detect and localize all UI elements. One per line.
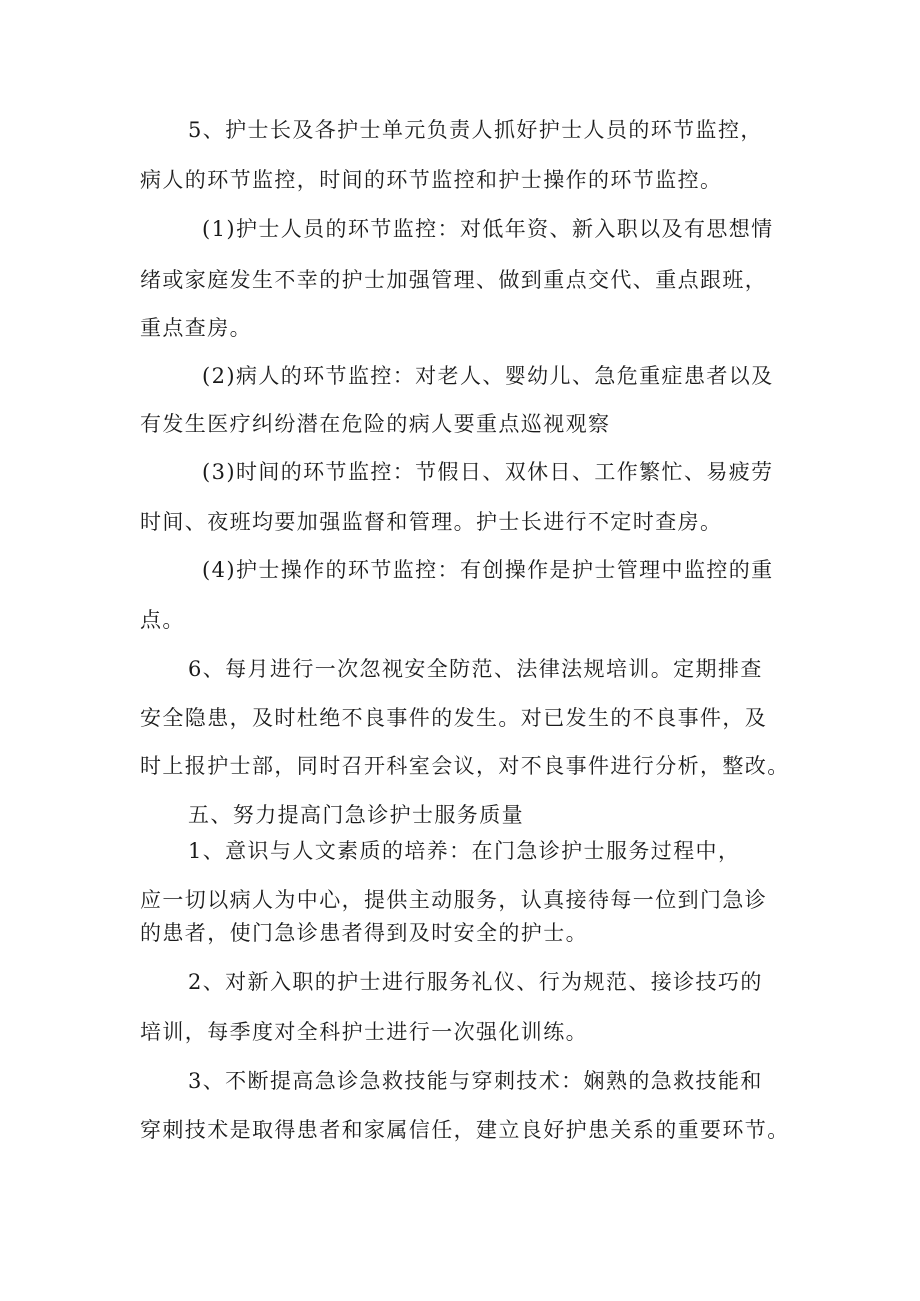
text-line: 应一切以病人为中心，提供主动服务，认真接待每一位到门急诊 — [140, 888, 768, 912]
text-line: 3、不断提高急诊急救技能与穿刺技术：娴熟的急救技能和 — [188, 1069, 763, 1093]
text-line: 时上报护士部，同时召开科室会议，对不良事件进行分析，整改。 — [140, 754, 790, 778]
text-line: 1、意识与人文素质的培养：在门急诊护士服务过程中， — [188, 839, 741, 863]
text-line: 5、护士长及各护士单元负责人抓好护士人员的环节监控， — [188, 118, 763, 142]
text-line: 重点查房。 — [140, 316, 252, 340]
text-line: 安全隐患，及时杜绝不良事件的发生。对已发生的不良事件，及 — [140, 706, 768, 730]
text-line: 培训，每季度对全科护士进行一次强化训练。 — [140, 1020, 588, 1044]
text-line: 点。 — [140, 608, 185, 632]
text-line: 6、每月进行一次忽视安全防范、法律法规培训。定期排查 — [188, 657, 763, 681]
text-line: 绪或家庭发生不幸的护士加强管理、做到重点交代、重点跟班， — [140, 268, 768, 292]
text-line: 时间、夜班均要加强监督和管理。护士长进行不定时查房。 — [140, 510, 723, 534]
text-line: 穿刺技术是取得患者和家属信任，建立良好护患关系的重要环节。 — [140, 1118, 790, 1142]
text-line: 2、对新入职的护士进行服务礼仪、行为规范、接诊技巧的 — [188, 970, 763, 994]
text-line: 病人的环节监控，时间的环节监控和护士操作的环节监控。 — [140, 168, 723, 192]
text-line: (1)护士人员的环节监控：对低年资、新入职以及有思想情 — [202, 217, 774, 241]
text-line: 的患者，使门急诊患者得到及时安全的护士。 — [140, 921, 588, 945]
text-line: (4)护士操作的环节监控：有创操作是护士管理中监控的重 — [202, 558, 774, 582]
text-line: (3)时间的环节监控：节假日、双休日、工作繁忙、易疲劳 — [202, 460, 774, 484]
section-heading: 五、努力提高门急诊护士服务质量 — [188, 803, 524, 827]
text-line: 有发生医疗纠纷潜在危险的病人要重点巡视观察 — [140, 412, 611, 436]
text-line: (2)病人的环节监控：对老人、婴幼儿、急危重症患者以及 — [202, 364, 774, 388]
